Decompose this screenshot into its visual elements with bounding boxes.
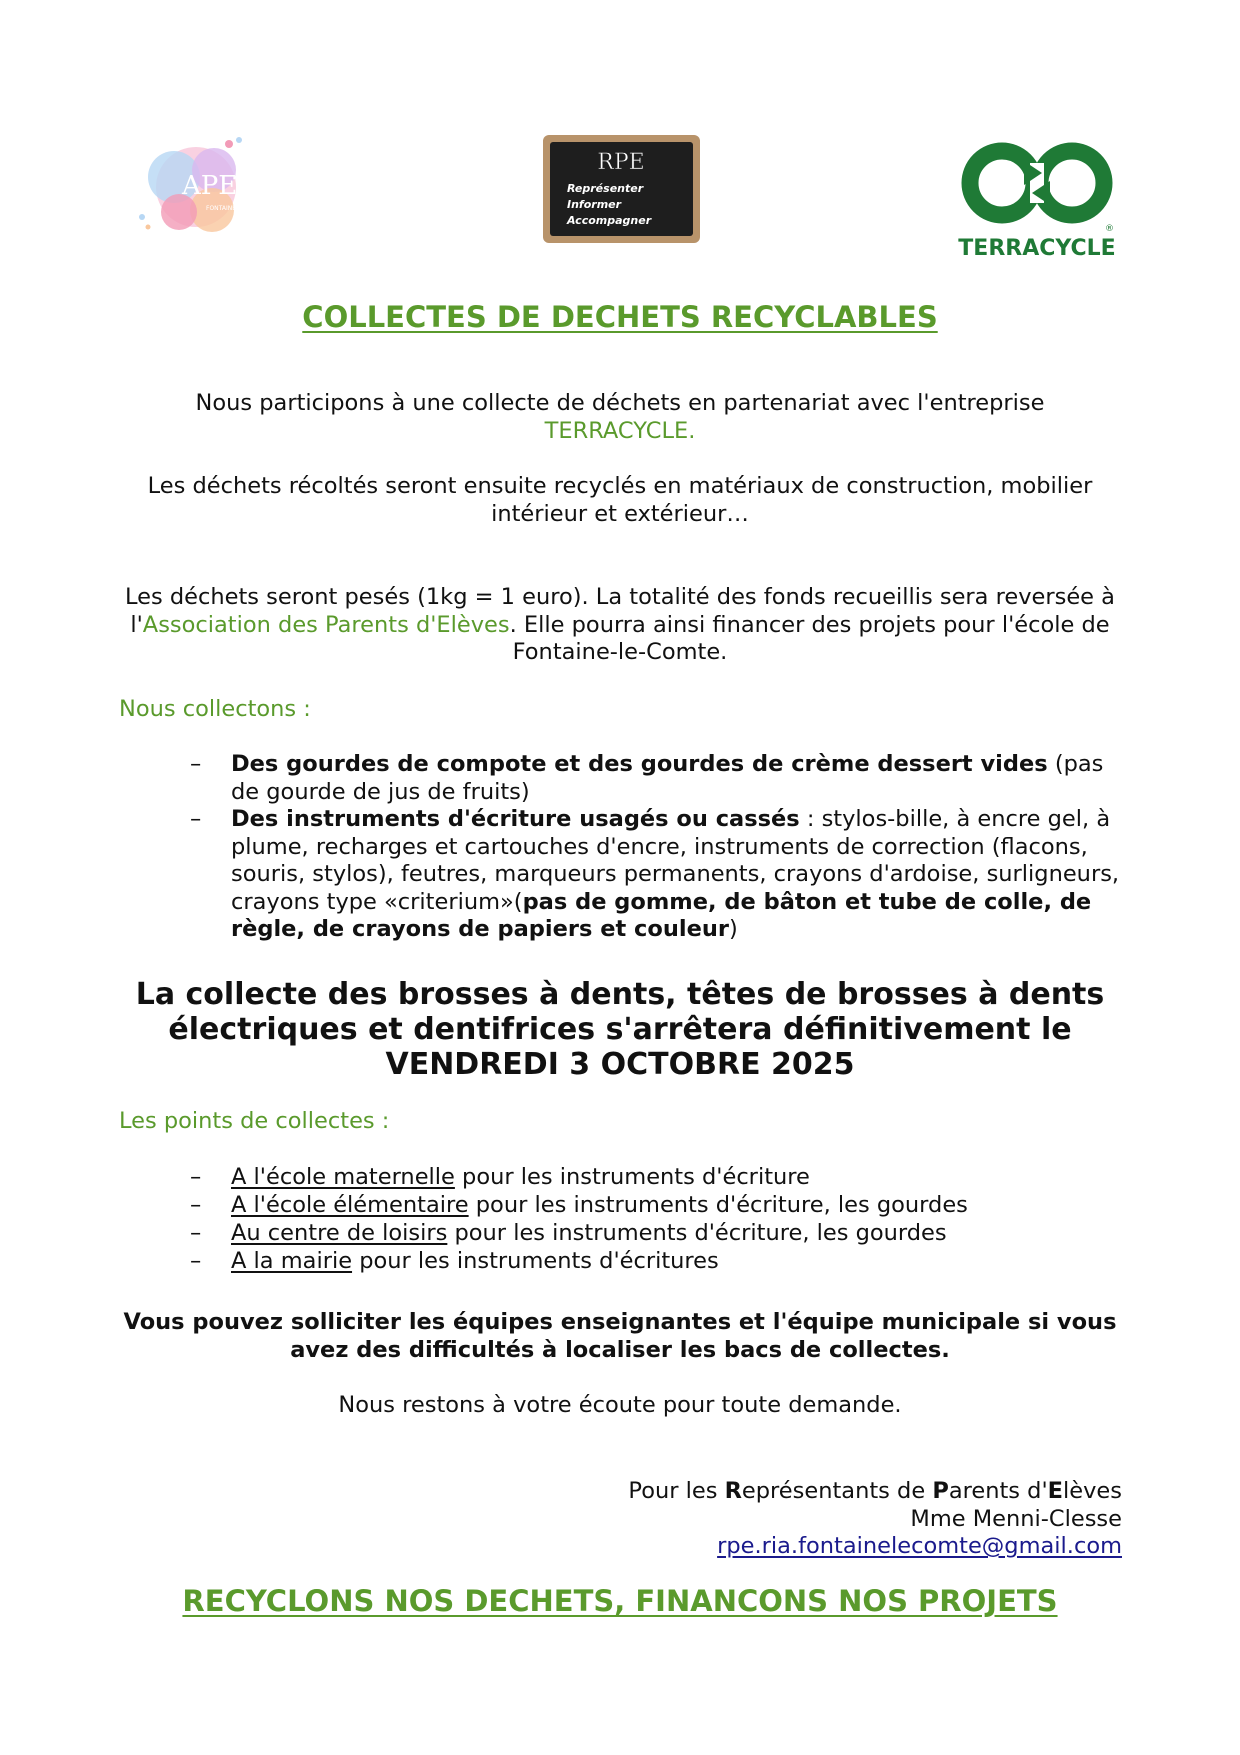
list-item [190, 1247, 1120, 1275]
funds-paragraph [120, 584, 1120, 667]
signature-text-e: lèves [1063, 1478, 1122, 1504]
collect-item-bold: Des gourdes de compote et des gourdes de crème dessert vides [231, 751, 1048, 777]
company-name: TERRACYCLE. [544, 417, 696, 444]
footer-slogan: RECYCLONS NOS DECHETS, FINANCONS NOS PROJETS [182, 1584, 1058, 1618]
point-text: pour les instruments d'écriture [454, 1164, 810, 1190]
association-name: Association des Parents d'Elèves [142, 611, 510, 638]
collect-item-exclusions: pas de gomme, de bâton et tube de colle, de règle, de crayons de papiers et couleur [231, 888, 1092, 942]
rpe-logo [543, 135, 700, 243]
list-item [190, 1191, 1120, 1219]
signature-prefix: Pour les [628, 1478, 725, 1504]
rpe-logo-line-2: Informer [567, 198, 622, 211]
collect-item-end: ) [728, 916, 738, 942]
rpe-logo-line-1: Représenter [567, 182, 644, 195]
terracycle-logo-text: TERRACYCLE [958, 236, 1116, 261]
collect-list [190, 751, 1120, 944]
signature-initial-r: R [724, 1478, 742, 1504]
intro-text: Nous participons à une collecte de déchets en partenariat avec l'entreprise [195, 390, 1045, 416]
collect-item-bold: Des instruments d'écriture usagés ou cassés [231, 806, 800, 832]
ape-logo-subtext: FONTAINE LE COMTE [206, 205, 269, 212]
ape-logo [134, 132, 269, 242]
point-text: pour les instruments d'écritures [352, 1248, 719, 1274]
signature-text-p: arents d' [948, 1478, 1048, 1504]
email-link[interactable]: rpe.ria.fontainelecomte@gmail.com [717, 1533, 1122, 1559]
listening-text: Nous restons à votre écoute pour toute demande. [338, 1392, 902, 1418]
announcement-line-2: électriques et dentifrices s'arrêtera définitivement le [168, 1012, 1072, 1047]
intro-paragraph [120, 390, 1120, 445]
list-item [190, 1163, 1120, 1191]
point-text: pour les instruments d'écriture, les gourdes [447, 1220, 947, 1246]
announcement-date: VENDREDI 3 OCTOBRE 2025 [385, 1047, 855, 1082]
collect-item-text: : stylos-bille, à encre gel, à plume, recharges et cartouches d'encre, instruments de correction (flacons, souris, stylos), feutres, marqueurs permanents, crayons d'ardoise, surligneurs, crayons type «criterium»( [231, 806, 1120, 915]
point-place: Au centre de loisirs [231, 1220, 448, 1246]
list-item [190, 1219, 1120, 1247]
collect-item-text: (pas de gourde de jus de fruits) [231, 751, 1104, 805]
point-place: A l'école maternelle [231, 1164, 455, 1190]
point-text: pour les instruments d'écriture, les gourdes [468, 1192, 968, 1218]
solicit-paragraph: Vous pouvez solliciter les équipes enseignantes et l'équipe municipale si vous avez des difficultés à localiser les bacs de collectes. [123, 1309, 1117, 1363]
rpe-logo-line-3: Accompagner [567, 214, 652, 227]
signature-line [628, 1478, 1122, 1506]
funds-text-after: . Elle pourra ainsi financer des projets pour l'école de Fontaine-le-Comte. [509, 611, 1110, 665]
signature-initial-e: E [1047, 1478, 1064, 1504]
collect-label: Nous collectons : [119, 696, 311, 722]
page-title: COLLECTES DE DECHETS RECYCLABLES [302, 300, 938, 334]
announcement-line-1: La collecte des brosses à dents, têtes de brosses à dents [135, 977, 1105, 1012]
points-label: Les points de collectes : [119, 1108, 390, 1134]
points-list [190, 1163, 1120, 1275]
signature-initial-p: P [932, 1478, 949, 1504]
announcement [100, 977, 1140, 1082]
ape-logo-text: APE [182, 171, 238, 201]
signature-name: Mme Menni-Clesse [910, 1505, 1122, 1532]
rpe-logo-title: RPE [597, 150, 645, 175]
signature-text-r: eprésentants de [741, 1478, 933, 1504]
point-place: A la mairie [231, 1248, 353, 1274]
list-item [190, 806, 1120, 944]
funds-text-before: Les déchets seront pesés (1kg = 1 euro). La totalité des fonds recueillis sera reversée à l' [125, 584, 1115, 638]
signature [628, 1478, 1122, 1561]
recycled-paragraph: Les déchets récoltés seront ensuite recyclés en matériaux de construction, mobilier intérieur et extérieur… [147, 473, 1093, 527]
terracycle-logo [960, 133, 1115, 263]
registered-mark: ® [1105, 224, 1114, 234]
point-place: A l'école élémentaire [231, 1192, 469, 1218]
list-item [190, 751, 1120, 806]
